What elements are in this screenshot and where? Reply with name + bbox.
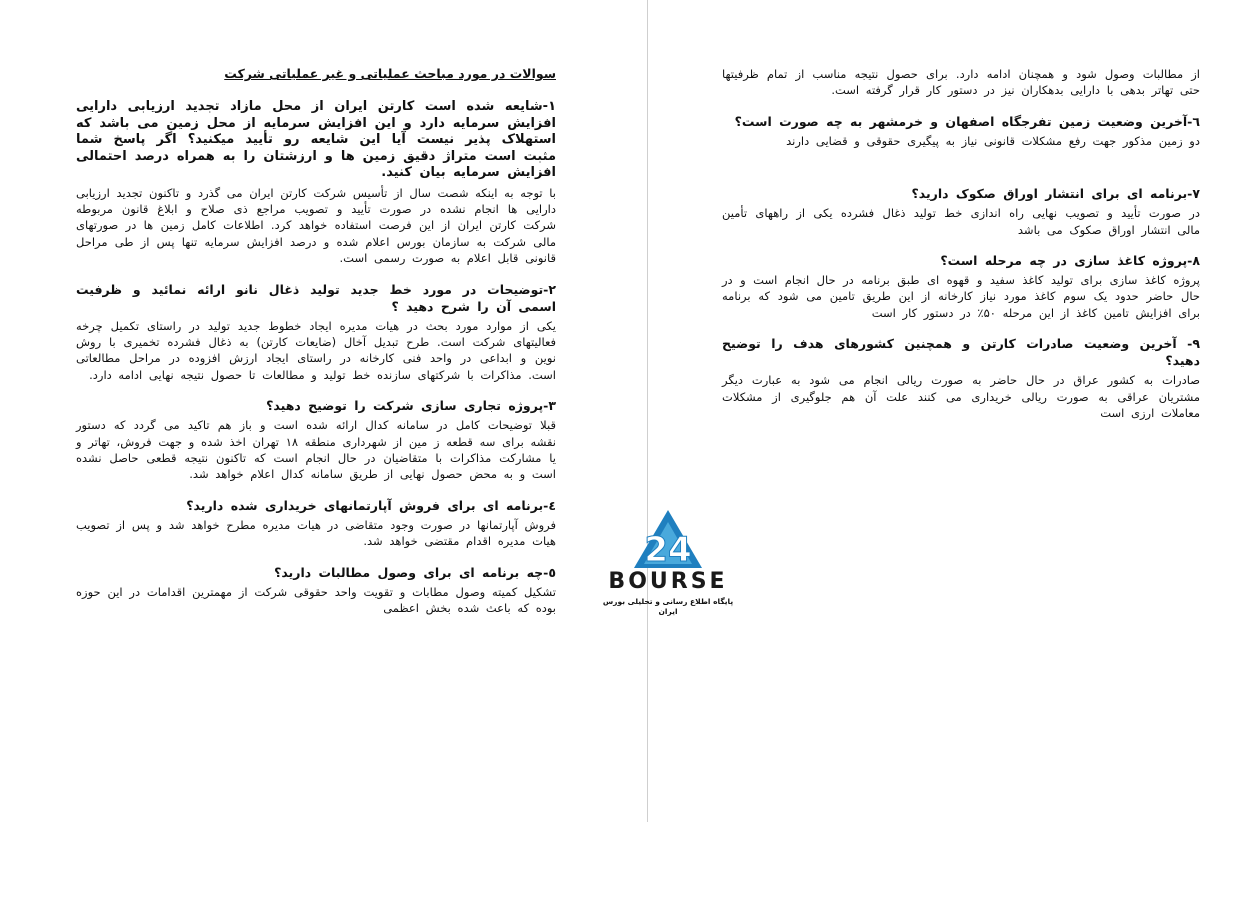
question-6: ٦-آخرین وضعیت زمین تفرجگاه اصفهان و خرمشهر به چه صورت است؟ [734, 113, 1200, 129]
continued-answer-5 [722, 66, 1200, 99]
question-5: ٥-چه برنامه ای برای وصول مطالبات دارید؟ [274, 564, 556, 580]
qa-item-7 [722, 185, 1200, 238]
bourse24-logo-icon [598, 506, 738, 572]
column-divider [647, 0, 648, 822]
question-8: ۸-پروژه کاغذ سازی در چه مرحله است؟ [940, 253, 1200, 269]
question-1: ۱-شایعه شده است کارتن ایران از محل مازاد تجدید ارزیابی دارایی افزایش سرمایه دارد و این افزایش سرمایه از محل زمین می باشد که استهلاک پذیر نیست آیا این شایعه رو تأیید میکنید؟ اگر پاسخ شما مثبت است متراژ دقیق زمین ها و ارزشتان را به همراه درصد احتمالی افزایش سرمایه بیان کنید. [76, 99, 556, 180]
answer-3: قبلا توضیحات کامل در سامانه کدال ارائه شده است و باز هم تاکید می گردد که دستور نقشه برای سه قطعه ز مین از شهرداری منطقه ۱۸ تهران اخذ شده و جهت فروش، تهاتر و یا مشارکت مذاکرات با متقاضیان در حال انجام است که تاکنون نتیجه قطعی حاصل نشده است و به محض حصول نهایی از طریق سامانه کدال اعلام خواهد شد. [76, 418, 556, 482]
answer-5-continued: از مطالبات وصول شود و همچنان ادامه دارد. برای حصول نتیجه مناسب از تمام ظرفیتها حتی تهاتر بدهی با دارایی بدهکاران نیز در دستور کار قرار گرفته است. [722, 67, 1200, 98]
qa-item-8 [722, 252, 1200, 321]
right-column [722, 66, 1200, 435]
answer-7: در صورت تأیید و تصویب نهایی راه اندازی خط تولید ذغال فشرده یکی از راههای تأمین مالی انتشار اوراق صکوک می باشد [722, 206, 1200, 237]
question-9: ۹- آخرین وضعیت صادرات کارتن و همچنین کشورهای هدف را توضیح دهید؟ [722, 336, 1200, 369]
qa-item-3 [76, 397, 556, 483]
answer-1: با توجه به اینکه شصت سال از تأسیس شرکت کارتن ایران می گذرد و تاکنون تجدید ارزیابی دارایی ها انجام نشده در صورت تأیید و تصویب مراجع ذی صلاح و ابلاغ قانون مربوطه شرکت کارتن ایران از این فرصت استفاده خواهد کرد. اطلاعات کامل زمین ها در صورتهای مالی شرکت به سازمان بورس اعلام شده و درصد افزایش سرمایه تنها پس از طی مراحل قانونی قابل اعلام به صورت رسمی است. [76, 185, 556, 266]
question-2: ۲-توضیحات در مورد خط جدید تولید ذغال نانو ارائه نمائید و ظرفیت اسمی آن را شرح دهید ؟ [76, 281, 556, 314]
logo-tagline: پایگاه اطلاع رسانی و تحلیلی بورس ایران [602, 597, 734, 616]
answer-5: تشکیل کمیته وصول مطابات و تقویت واحد حقوقی شرکت از مهمترین اقدامات در این حوزه بوده که باعث شده بخش اعظمی [76, 584, 556, 615]
qa-item-1 [76, 99, 556, 267]
answer-2: یکی از موارد مورد بحث در هیات مدیره ایجاد خطوط جدید تولید در راستای تکمیل چرخه فعالیتهای شرکت است. طرح تبدیل آخال (ضایعات کارتن) به ذغال فشرده تخمیری با روش نوین و ابداعی در واحد فنی کارخانه در راستای ایجاد ارزش افزوده در مراحل مطالعاتی است. مذاکرات با شرکتهای سازنده خط تولید و مطالعات تا حصول نتیجه نهایی ادامه دارد. [76, 318, 556, 382]
question-3: ۳-پروژه تجاری سازی شرکت را توضیح دهید؟ [266, 398, 556, 414]
qa-item-9 [722, 335, 1200, 421]
qa-item-4 [76, 497, 556, 550]
left-column [76, 66, 556, 630]
answer-9: صادرات به کشور عراق در حال حاضر به صورت ریالی انجام می شود به عبارت دیگر مشتریان عراقی به صورت ریالی خریداری می کنند علت آن هم جلوگیری از مشکلات معاملات ارزی است [722, 373, 1200, 421]
answer-4: فروش آپارتمانها در صورت وجود متقاضی در هیات مدیره مطرح خواهد شد و پس از تصویب هیات مدیره اقدام مقتضی خواهد شد. [76, 517, 556, 549]
logo-number: 24 [644, 530, 692, 570]
page-title: سوالات در مورد مباحث عملیاتی و غیر عملیاتی شرکت [224, 66, 556, 81]
logo-wordmark: BOURSE [608, 569, 728, 594]
bourse24-logo [598, 506, 738, 616]
qa-item-5 [76, 564, 556, 617]
answer-6: دو زمین مذکور جهت رفع مشکلات قانونی نیاز به پیگیری حقوقی و قضایی دارند [786, 133, 1200, 148]
question-4: ٤-برنامه ای برای فروش آپارتمانهای خریداری شده دارید؟ [186, 497, 556, 513]
qa-item-6 [722, 113, 1200, 149]
qa-item-2 [76, 281, 556, 384]
answer-8: پروژه کاغذ سازی برای تولید کاغذ سفید و قهوه ای طبق برنامه در حال انجام است و در حال حاضر حدود یک سوم کاغذ مورد نیاز کارخانه از این طریق تامین می شود که برنامه برای افزایش تامین کاغذ از این مرحله ۵۰٪ در دستور کار است [722, 273, 1200, 320]
question-7: ۷-برنامه ای برای انتشار اوراق صکوک دارید؟ [911, 186, 1200, 202]
